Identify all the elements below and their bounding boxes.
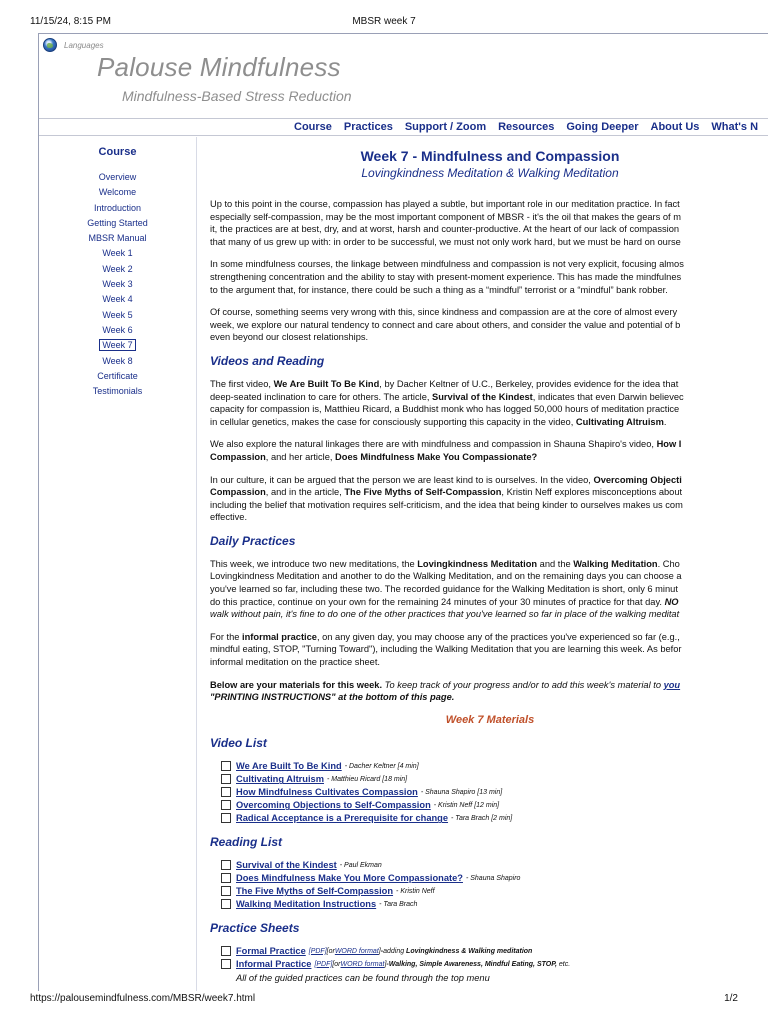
formal-practice-link[interactable]: Formal Practice (236, 946, 306, 957)
print-footer (30, 993, 738, 1007)
sidebar-item-getting-started[interactable]: Getting Started (87, 217, 148, 228)
materials-instructions: Below are your materials for this week. To keep track of your progress and/or to add this week's material to you "PRINTING INSTRUCTIONS" at the bottom of this page. (210, 679, 681, 703)
sidebar-item-week-6[interactable]: Week 6 (102, 324, 133, 335)
list-item: The Five Myths of Self-Compassion - Kristin Neff (221, 885, 768, 898)
globe-icon[interactable] (43, 38, 57, 52)
list-item: How Mindfulness Cultivates Compassion - Shauna Shapiro [13 min] (221, 786, 768, 799)
print-header (30, 16, 738, 30)
sidebar-item-testimonials[interactable]: Testimonials (92, 386, 143, 397)
sidebar (39, 137, 197, 991)
daily-paragraph-1: This week, we introduce two new meditations, the Lovingkindness Meditation and the Walking Meditation. Cho Lovingkindness Meditation and another to do the Walking Meditation, and on the remaining days you can choose a you've learned so far, including these two. The recorded guidance for the Walking Meditation is short, only 6 minut do this practice, continue on your own for the remaining 24 minutes of your 30 minutes of practice for that day. NO walk without pain, it's fine to do one of the other practices that you've learned so far in place of the walking meditat (210, 558, 682, 620)
list-item: Overcoming Objections to Self-Compassion - Kristin Neff [12 min] (221, 799, 768, 812)
word-format-link[interactable]: WORD format (340, 960, 385, 968)
pdf-link[interactable]: [PDF] (314, 960, 333, 968)
videos-paragraph-3: In our culture, it can be argued that the person we are least kind to is ourselves. In the video, Overcoming Objecti Compassion, and in the article, The Five Myths of Self-Compassion, Kristin Neff explores misconceptions about including the belief that motivation requires self-criticism, and the idea that being kinder to ourselves makes us com effective. (210, 474, 683, 523)
videos-paragraph-2: We also explore the natural linkages there are with mindfulness and compassion in Shauna Shapiro's video, How I Compassion, and her article, Does Mindfulness Make You Compassionate? (210, 439, 682, 462)
checkbox[interactable] (221, 813, 231, 823)
list-item: We Are Built To Be Kind - Dacher Keltner [4 min] (221, 760, 768, 773)
video-list-heading: Video List (210, 735, 267, 750)
reading-link[interactable]: Walking Meditation Instructions (236, 899, 377, 910)
list-item: Does Mindfulness Make You More Compassionate? - Shauna Shapiro (221, 872, 768, 885)
page-title: Week 7 - Mindfulness and Compassion (360, 148, 620, 164)
reading-list-heading: Reading List (210, 834, 283, 849)
checkbox[interactable] (221, 873, 231, 883)
print-page-number: 1/2 (724, 993, 738, 1004)
video-link[interactable]: Radical Acceptance is a Prerequisite for change (236, 813, 449, 824)
sidebar-item-week-4[interactable]: Week 4 (102, 294, 133, 305)
page-subtitle: Lovingkindness Meditation & Walking Meditation (361, 166, 619, 180)
checkbox[interactable] (221, 774, 231, 784)
nav-support-zoom[interactable]: Support / Zoom (404, 121, 487, 133)
sidebar-heading: Course (98, 146, 137, 158)
sidebar-item-mbsr-manual[interactable]: MBSR Manual (88, 233, 147, 244)
videos-paragraph-1: The first video, We Are Built To Be Kind, by Dacher Keltner of U.C., Berkeley, provides evidence for the idea that deep-seated inclination to care for others. The article, Survival of the Kindest, indicates that even Darwin believec capacity for compassion is, Matthieu Ricard, a Buddhist monk who has logged 50,000 hours of meditation practice in cellular genetics, makes the case for consciously supporting this capacity in the video, Cultivating Altruism. (210, 378, 684, 427)
intro-paragraph-1: Up to this point in the course, compassion has played a subtle, but important role in our meditation practice. In fact especially self-compassion, may be the most important component of MBSR - it's the oil that makes the gears of m it, the practices are at best, dry, and at worst, harsh and counter-productive. At the heart of our lack of compassion that many of us grew up with: in order to be successful, we must not only work hard, but we must be hard on ourse (210, 199, 681, 247)
sidebar-item-certificate[interactable]: Certificate (97, 370, 138, 381)
daily-practices-heading: Daily Practices (210, 533, 296, 548)
sidebar-item-week-1[interactable]: Week 1 (102, 248, 133, 259)
guided-practices-note: All of the guided practices can be found through the top menu (236, 972, 490, 983)
top-nav (39, 118, 768, 136)
video-link[interactable]: We Are Built To Be Kind (236, 761, 342, 772)
intro-paragraph-3: Of course, something seems very wrong with this, since kindness and compassion are at the core of almost every week, we explore our natural tendency to connect and care about others, and consider the value and potential of b even beyond our closest relationships. (210, 307, 681, 343)
word-format-link[interactable]: WORD format (334, 947, 379, 955)
nav-about-us[interactable]: About Us (650, 121, 700, 133)
sidebar-item-week-7[interactable] (39, 338, 196, 353)
site-subtitle: Mindfulness-Based Stress Reduction (122, 88, 352, 104)
pdf-link[interactable]: [PDF] (308, 947, 327, 955)
nav-course[interactable]: Course (294, 121, 332, 133)
checkbox[interactable] (221, 860, 231, 870)
list-item: Informal Practice [PDF] [or WORD format ] - Walking, Simple Awareness, Mindful Eating, STOP, etc. (221, 958, 768, 971)
main-content (210, 137, 768, 983)
video-link[interactable]: Cultivating Altruism (236, 774, 324, 785)
videos-reading-heading: Videos and Reading (210, 353, 325, 368)
checkbox[interactable] (221, 800, 231, 810)
nav-resources[interactable]: Resources (498, 121, 555, 133)
materials-heading: Week 7 Materials (445, 713, 535, 726)
sidebar-item-week-8[interactable]: Week 8 (102, 355, 133, 366)
nav-practices[interactable]: Practices (343, 121, 393, 133)
daily-paragraph-2: For the informal practice, on any given day, you may choose any of the practices you've experienced so far (e.g., mindful eating, STOP, "Turning Toward"), including the Walking Meditation that you are learning this week. As befor informal meditation on the practice sheet. (210, 631, 682, 668)
sidebar-item-week-3[interactable]: Week 3 (102, 279, 133, 290)
checkbox[interactable] (221, 959, 231, 969)
sidebar-item-overview[interactable]: Overview (98, 172, 137, 182)
reading-link[interactable]: Does Mindfulness Make You More Compassionate? (236, 873, 463, 884)
your-progress-link[interactable]: you (663, 679, 681, 690)
video-link[interactable]: Overcoming Objections to Self-Compassion (236, 800, 431, 811)
sidebar-item-week-5[interactable]: Week 5 (102, 309, 133, 320)
informal-practice-link[interactable]: Informal Practice (236, 959, 312, 970)
sidebar-item-week-2[interactable]: Week 2 (102, 263, 133, 274)
languages-label[interactable]: Languages (64, 40, 104, 50)
practice-sheets-heading: Practice Sheets (210, 920, 300, 935)
list-item: Walking Meditation Instructions - Tara Brach (221, 898, 768, 911)
intro-paragraph-2: In some mindfulness courses, the linkage between mindfulness and compassion is not very explicit, focusing almos strengthening concentration and the ability to stay with present-moment experience. This has made the mindfulnes to the argument that, for instance, there could be such a thing as a “mindful” terrorist or a “mindful” bank robber. (210, 259, 684, 295)
video-link[interactable]: How Mindfulness Cultivates Compassion (236, 787, 418, 798)
reading-list (221, 859, 768, 911)
list-item: Formal Practice [PDF] [or WORD format ] - adding Lovingkindness & Walking meditation (221, 945, 768, 958)
nav-going-deeper[interactable]: Going Deeper (566, 121, 639, 133)
list-item: Survival of the Kindest - Paul Ekman (221, 859, 768, 872)
print-page-title: MBSR week 7 (352, 16, 416, 27)
sidebar-item-week-7-label[interactable]: Week 7 (99, 339, 135, 351)
site-title[interactable]: Palouse Mindfulness (97, 52, 341, 82)
list-item: Radical Acceptance is a Prerequisite for change - Tara Brach [2 min] (221, 812, 768, 825)
page-frame (38, 33, 768, 991)
list-item: Cultivating Altruism - Matthieu Ricard [18 min] (221, 773, 768, 786)
video-list (221, 760, 768, 825)
languages-selector[interactable] (43, 37, 104, 53)
print-url: https://palousemindfulness.com/MBSR/week7.html (30, 993, 256, 1004)
checkbox[interactable] (221, 886, 231, 896)
sidebar-item-introduction[interactable]: Introduction (93, 202, 142, 213)
checkbox[interactable] (221, 946, 231, 956)
checkbox[interactable] (221, 899, 231, 909)
nav-whats-new[interactable]: What's N (711, 121, 759, 133)
reading-link[interactable]: The Five Myths of Self-Compassion (236, 886, 394, 897)
checkbox[interactable] (221, 787, 231, 797)
sidebar-item-welcome[interactable]: Welcome (98, 187, 137, 198)
print-timestamp: 11/15/24, 8:15 PM (30, 16, 111, 27)
checkbox[interactable] (221, 761, 231, 771)
practice-sheets-list (221, 945, 768, 971)
reading-link[interactable]: Survival of the Kindest (236, 860, 337, 871)
